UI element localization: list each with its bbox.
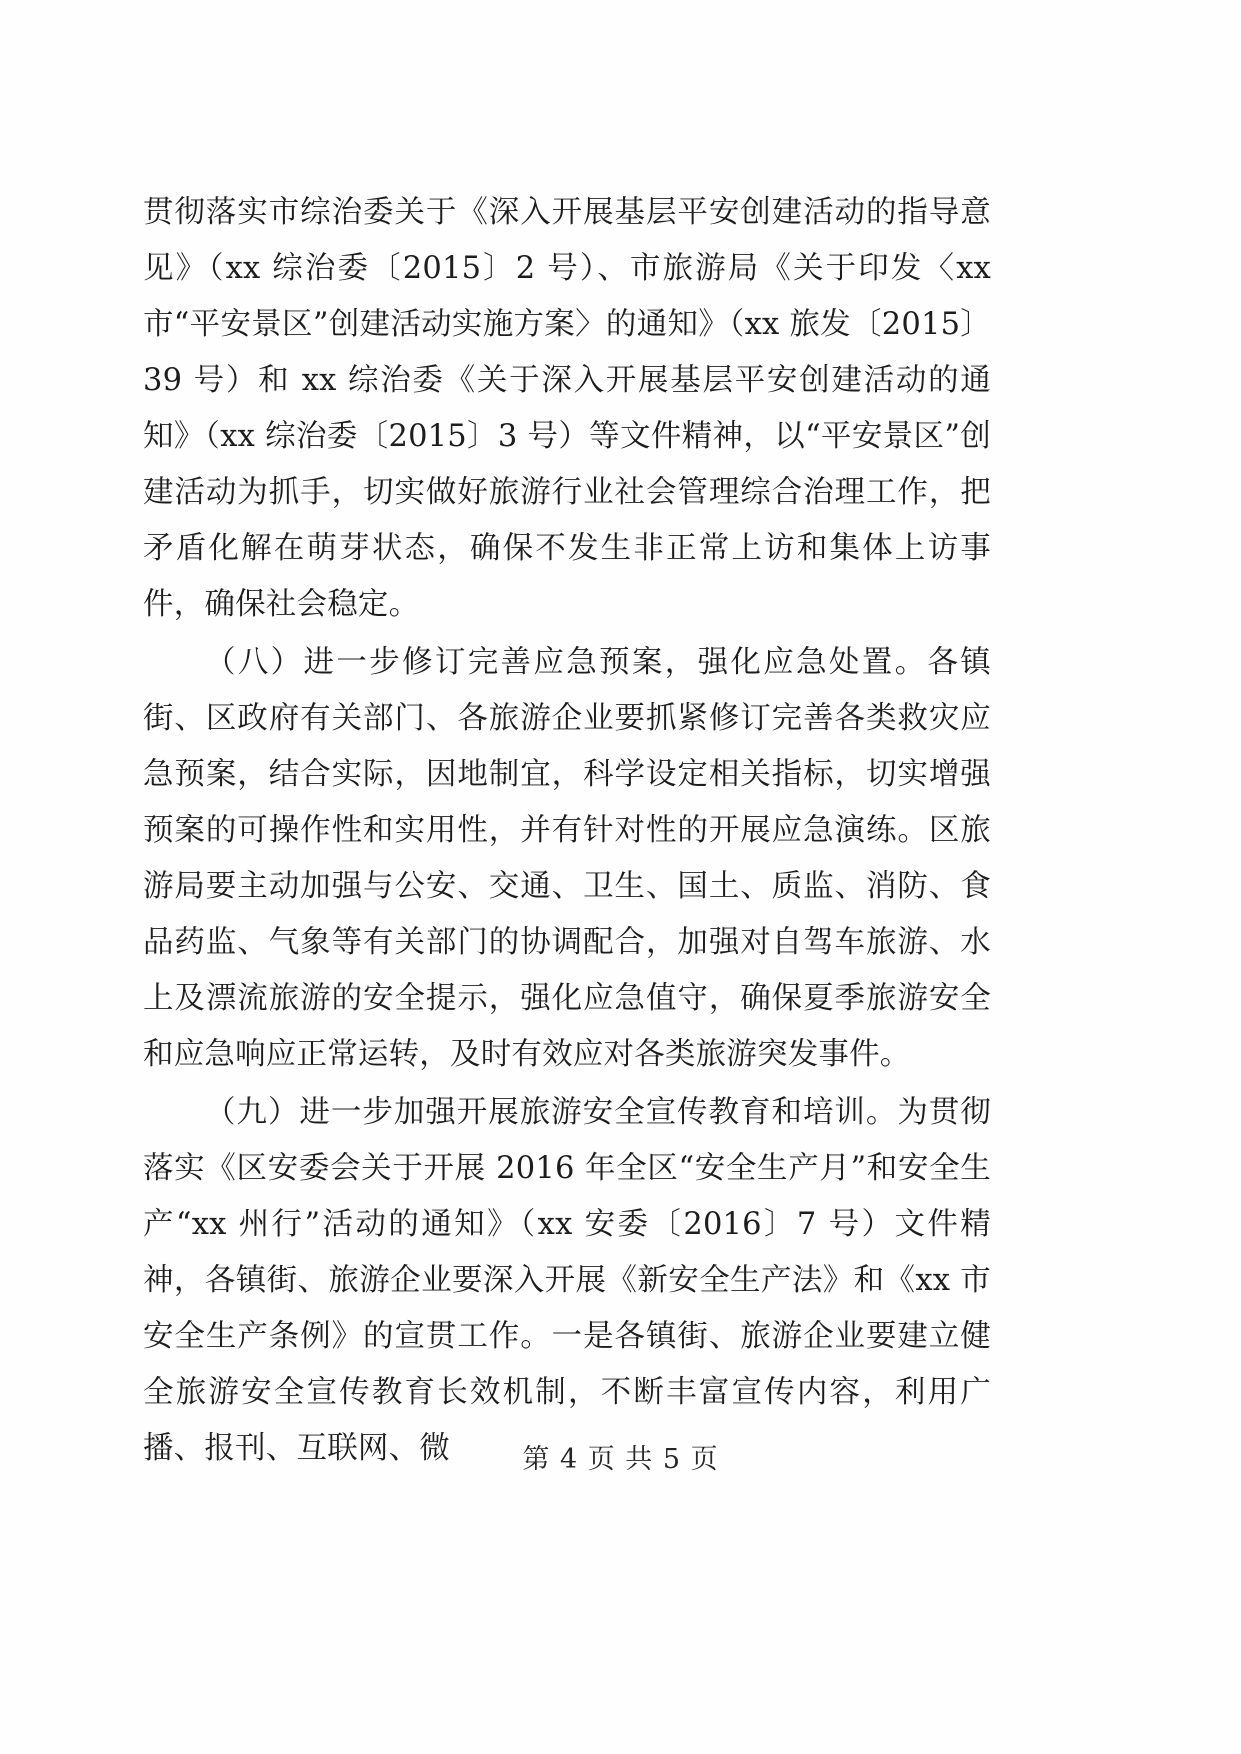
page-footer: 第 4 页 共 5 页 (522, 1444, 719, 1475)
paragraph-continuation: 贯彻落实市综治委关于《深入开展基层平安创建活动的指导意见》（xx 综治委〔2015〕2 号）、市旅游局《关于印发〈xx 市“平安景区”创建活动实施方案〉的通知》（xx 旅发〔2015〕39 号）和 xx 综治委《关于深入开展基层平安创建活动的通知》（xx 综治委〔2015〕3 号）等文件精神，以“平安景区”创建活动为抓手，切实做好旅游行业社会管理综合治理工作，把矛盾化解在萌芽状态，确保不发生非正常上访和集体上访事件，确保社会稳定。 (143, 195, 991, 622)
paragraph-item-eight: （八）进一步修订完善应急预案，强化应急处置。各镇街、区政府有关部门、各旅游企业要抓紧修订完善各类救灾应急预案，结合实际，因地制宜，科学设定相关指标，切实增强预案的可操作性和实用性，并有针对性的开展应急演练。区旅游局要主动加强与公安、交通、卫生、国土、质监、消防、食品药监、气象等有关部门的协调配合，加强对自驾车旅游、水上及漂流旅游的安全提示，强化应急值守，确保夏季旅游安全和应急响应正常运转，及时有效应对各类旅游突发事件。 (143, 645, 991, 1072)
paragraph-item-nine: （九）进一步加强开展旅游安全宣传教育和培训。为贯彻落实《区安委会关于开展 2016 年全区“安全生产月”和安全生产“xx 州行”活动的通知》（xx 安委〔2016〕7 号）文件精神，各镇街、旅游企业要深入开展《新安全生产法》和《xx 市安全生产条例》的宣贯工作。一是各镇街、旅游企业要建立健全旅游安全宣传教育长效机制，不断丰富宣传内容，利用广播、报刊、互联网、微 (143, 1095, 991, 1466)
document-body (143, 185, 991, 1479)
